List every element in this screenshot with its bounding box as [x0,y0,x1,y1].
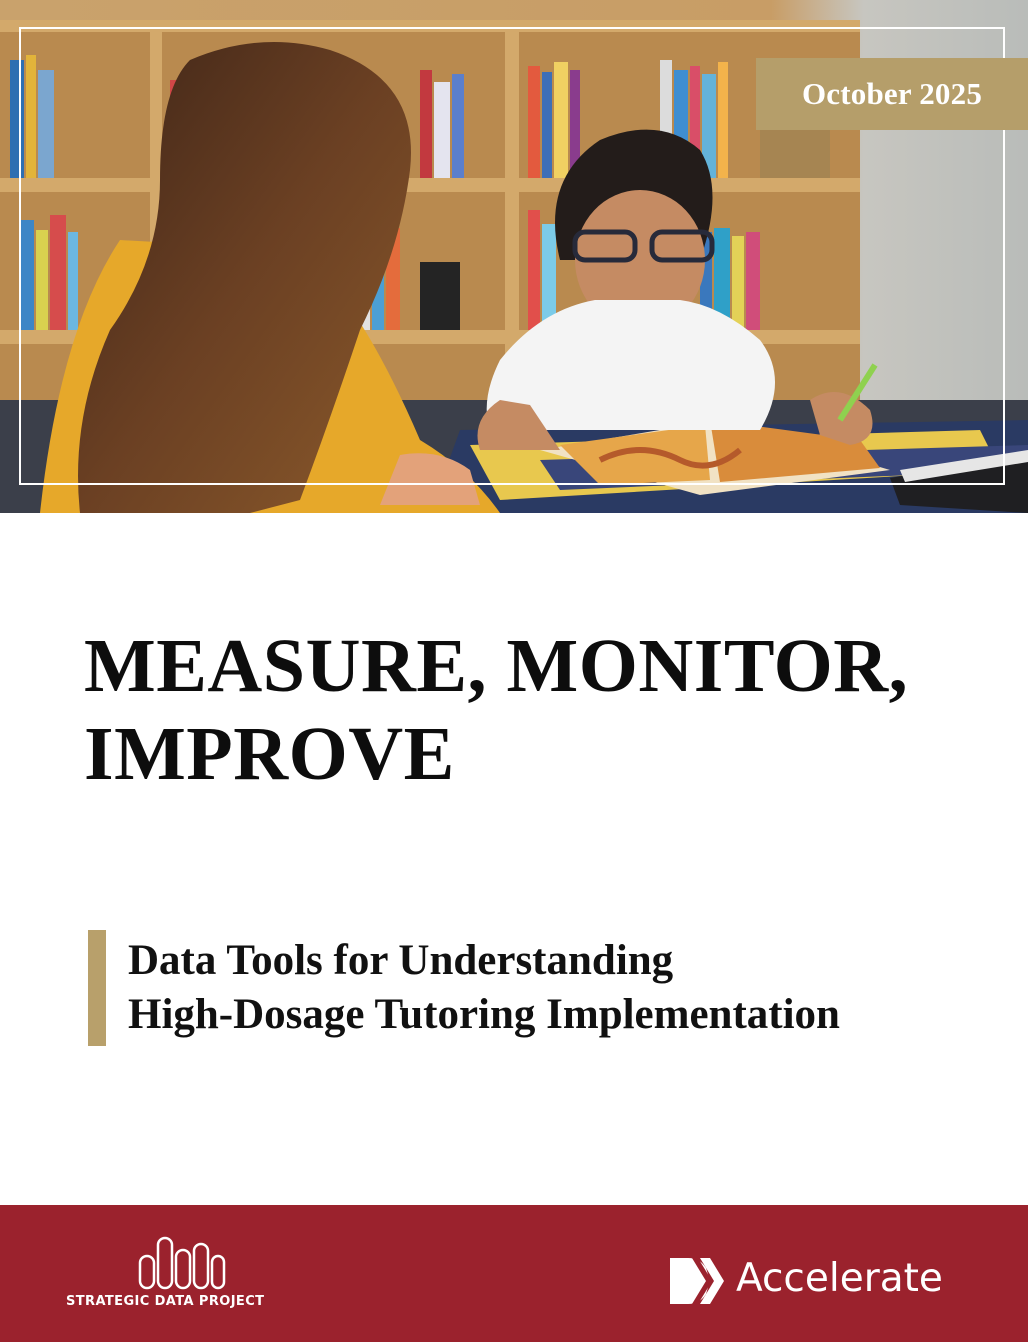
subtitle-accent-bar [88,930,106,1046]
cover-photo [0,0,1028,513]
bar-chart-logo-icon [136,1234,226,1290]
report-title [84,622,1014,798]
date-badge: October 2025 [756,58,1028,130]
subtitle-line-1: Data Tools for Understanding [128,937,674,984]
title-line-2: IMPROVE [84,712,455,796]
subtitle-line-2: High-Dosage Tutoring Implementation [128,991,840,1038]
accelerate-logo-text: Accelerate [736,1256,943,1301]
chevron-arrows-logo-icon [670,1258,728,1304]
report-subtitle [128,934,1008,1042]
strategic-data-project-logo-text: STRATEGIC DATA PROJECT [66,1294,265,1309]
title-line-1: MEASURE, MONITOR, [84,624,909,708]
